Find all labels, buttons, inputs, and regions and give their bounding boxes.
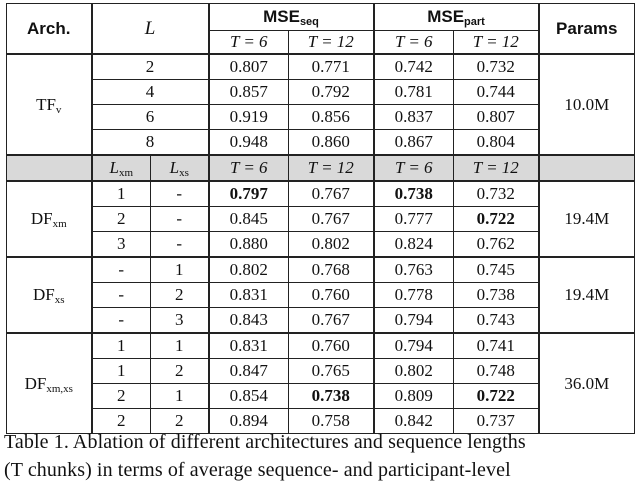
arch-header: Arch.: [7, 4, 92, 55]
value-cell: 0.847: [209, 359, 289, 384]
lxs-header: $L_{xs}$: [151, 155, 209, 181]
value-cell: 0.807: [454, 105, 539, 130]
lxs-cell: 1: [151, 333, 209, 359]
value-cell: 0.767: [289, 207, 374, 232]
sub-header-blank: [7, 155, 92, 181]
value-cell: 0.802: [289, 232, 374, 258]
header-row: [7, 4, 635, 31]
value-cell-best: 0.738: [374, 181, 454, 207]
sub-header-row: [7, 155, 635, 181]
lxs-cell: 2: [151, 409, 209, 434]
lxs-cell: 1: [151, 257, 209, 283]
value-cell: 0.741: [454, 333, 539, 359]
value-cell: 0.807: [209, 54, 289, 80]
value-cell: 0.948: [209, 130, 289, 156]
t6-header: T = 6: [374, 31, 454, 55]
table-caption: [4, 428, 640, 484]
lxm-cell: 1: [92, 181, 151, 207]
ablation-table-container: [6, 3, 635, 434]
value-cell: 0.744: [454, 80, 539, 105]
lxm-cell: -: [92, 257, 151, 283]
value-cell: 0.771: [289, 54, 374, 80]
l-cell: 8: [92, 130, 209, 156]
mse-seq-header: $MSE_{seq}$: [209, 4, 374, 31]
value-cell: 0.845: [209, 207, 289, 232]
lxm-cell: 2: [92, 384, 151, 409]
value-cell: 0.778: [374, 283, 454, 308]
value-cell: 0.809: [374, 384, 454, 409]
t12-header: T = 12: [289, 31, 374, 55]
value-cell: 0.919: [209, 105, 289, 130]
lxs-cell: 3: [151, 308, 209, 334]
params-cell: 19.4M: [539, 257, 635, 333]
value-cell: 0.860: [289, 130, 374, 156]
lxs-cell: -: [151, 181, 209, 207]
value-cell: 0.758: [289, 409, 374, 434]
params-cell: 19.4M: [539, 181, 635, 257]
lxm-cell: 2: [92, 207, 151, 232]
value-cell: 0.732: [454, 54, 539, 80]
value-cell: 0.765: [289, 359, 374, 384]
value-cell: 0.867: [374, 130, 454, 156]
value-cell: 0.738: [454, 283, 539, 308]
value-cell: 0.857: [209, 80, 289, 105]
value-cell: 0.831: [209, 283, 289, 308]
value-cell: 0.737: [454, 409, 539, 434]
value-cell: 0.824: [374, 232, 454, 258]
value-cell-best: 0.797: [209, 181, 289, 207]
value-cell: 0.792: [289, 80, 374, 105]
params-header: Params: [539, 4, 635, 55]
l-header: L: [92, 4, 209, 55]
value-cell: 0.794: [374, 333, 454, 359]
lxm-cell: 2: [92, 409, 151, 434]
table-row: [7, 54, 635, 80]
lxs-cell: -: [151, 232, 209, 258]
value-cell: 0.781: [374, 80, 454, 105]
value-cell: 0.794: [374, 308, 454, 334]
lxm-cell: -: [92, 283, 151, 308]
value-cell: 0.745: [454, 257, 539, 283]
ablation-table: [6, 3, 635, 434]
value-cell: 0.842: [374, 409, 454, 434]
l-cell: 2: [92, 54, 209, 80]
value-cell: 0.760: [289, 283, 374, 308]
value-cell: 0.802: [209, 257, 289, 283]
lxs-cell: 2: [151, 283, 209, 308]
value-cell: 0.760: [289, 333, 374, 359]
l-cell: 4: [92, 80, 209, 105]
value-cell: 0.762: [454, 232, 539, 258]
arch-cell: $DF_{xm,xs}$: [7, 333, 92, 434]
t6-header: T = 6: [374, 155, 454, 181]
params-cell: 10.0M: [539, 54, 635, 155]
value-cell: 0.767: [289, 308, 374, 334]
caption-line-1: Table 1. Ablation of different architectures and sequence lengths: [4, 431, 526, 453]
lxs-cell: 1: [151, 384, 209, 409]
params-cell: 36.0M: [539, 333, 635, 434]
value-cell: 0.748: [454, 359, 539, 384]
t12-header: T = 12: [454, 155, 539, 181]
arch-cell: $DF_{xm}$: [7, 181, 92, 257]
value-cell: 0.742: [374, 54, 454, 80]
value-cell: 0.763: [374, 257, 454, 283]
value-cell: 0.837: [374, 105, 454, 130]
value-cell: 0.831: [209, 333, 289, 359]
value-cell-best: 0.738: [289, 384, 374, 409]
value-cell: 0.856: [289, 105, 374, 130]
table-row: [7, 181, 635, 207]
lxm-cell: -: [92, 308, 151, 334]
table-row: [7, 257, 635, 283]
value-cell: 0.777: [374, 207, 454, 232]
table-row: [7, 333, 635, 359]
lxm-cell: 1: [92, 333, 151, 359]
value-cell-best: 0.722: [454, 384, 539, 409]
lxm-header: $L_{xm}$: [92, 155, 151, 181]
arch-cell: $DF_{xs}$: [7, 257, 92, 333]
t12-header: T = 12: [289, 155, 374, 181]
t6-header: T = 6: [209, 155, 289, 181]
lxm-cell: 1: [92, 359, 151, 384]
value-cell-best: 0.722: [454, 207, 539, 232]
value-cell: 0.843: [209, 308, 289, 334]
t6-header: T = 6: [209, 31, 289, 55]
mse-part-header: $MSE_{part}$: [374, 4, 539, 31]
value-cell: 0.768: [289, 257, 374, 283]
l-cell: 6: [92, 105, 209, 130]
value-cell: 0.880: [209, 232, 289, 258]
lxs-cell: 2: [151, 359, 209, 384]
value-cell: 0.854: [209, 384, 289, 409]
sub-header-blank: [539, 155, 635, 181]
t12-header: T = 12: [454, 31, 539, 55]
value-cell: 0.743: [454, 308, 539, 334]
value-cell: 0.802: [374, 359, 454, 384]
value-cell: 0.894: [209, 409, 289, 434]
value-cell: 0.767: [289, 181, 374, 207]
value-cell: 0.804: [454, 130, 539, 156]
lxm-cell: 3: [92, 232, 151, 258]
value-cell: 0.732: [454, 181, 539, 207]
arch-cell: $TF_v$: [7, 54, 92, 155]
caption-line-2: (T chunks) in terms of average sequence- and participant-level: [4, 459, 511, 481]
lxs-cell: -: [151, 207, 209, 232]
